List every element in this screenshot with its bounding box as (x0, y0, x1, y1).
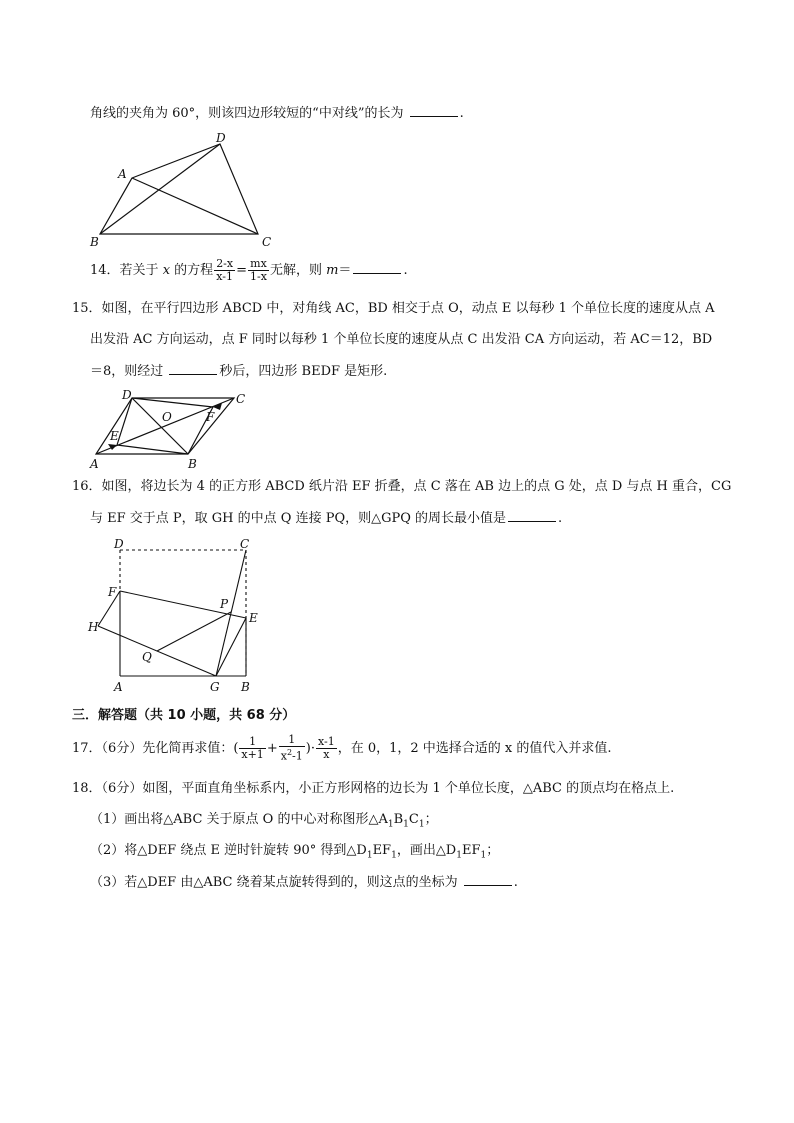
q14-fraction-1 (214, 258, 235, 283)
q18-sub-2 (90, 842, 499, 865)
fig15-label-c: C (236, 392, 246, 406)
q14-frac1-num: 2-x (216, 257, 234, 270)
q16-end: . (558, 511, 563, 526)
q16-answer-blank[interactable] (508, 509, 556, 522)
q15-line-1: 15．如图，在平行四边形 ABCD 中，对角线 AC，BD 相交于点 O，动点 E 以每秒 1 个单位长度的速度从点 A (72, 301, 715, 316)
q13-text-a: 角线的夹角为 60°，则该四边形较短的“中对线”的长为 (90, 106, 404, 121)
figure-15-parallelogram (86, 386, 256, 472)
q17-text (72, 734, 612, 763)
q17-f1-den: x+1 (241, 747, 264, 761)
fig15-label-f: F (206, 410, 215, 424)
q14-eq: = (236, 263, 248, 278)
fig16-label-h: H (88, 620, 99, 634)
q17-f2-den-sup: 2 (286, 748, 293, 757)
q18-sub1-d: ； (424, 812, 438, 827)
fig16-label-a: A (114, 680, 123, 694)
q17-close: ) (305, 740, 311, 756)
q18-sub1-c: C (408, 812, 419, 827)
fig16-label-d: D (114, 537, 124, 551)
q13-answer-blank[interactable] (410, 104, 458, 117)
q14-frac2-den: 1-x (250, 270, 267, 283)
q18-sub3-end: . (513, 875, 518, 890)
q17-prefix: 17．（6分）先化简再求值：( (72, 740, 239, 756)
q18-sub1-idx-c: 1 (418, 819, 425, 830)
fig15-label-d: D (122, 388, 132, 402)
q15-line-2: 出发沿 AC 方向运动，点 F 同时以每秒 1 个单位长度的速度从点 C 出发沿 CA 方向运动，若 AC＝12，BD (90, 332, 713, 347)
q14-text-c: 无解，则 (269, 263, 322, 278)
q14-num: 14．若关于 (90, 263, 159, 278)
q17-suffix: ，在 0，1，2 中选择合适的 x 的值代入并求值. (337, 740, 612, 756)
q17-dot: · (310, 740, 315, 756)
q18-sub-3 (90, 873, 518, 892)
fig16-label-e: E (249, 611, 258, 625)
q18-sub2-idx-a: 1 (366, 850, 373, 861)
fig16-label-b: B (241, 680, 250, 694)
q13-end: . (459, 106, 464, 121)
q14-end: . (403, 263, 408, 278)
q18-sub2-a: （2）将△DEF 绕点 E 逆时针旋转 90° 得到△D (90, 843, 367, 858)
fig16-label-f: F (108, 585, 117, 599)
q18-sub1-a: （1）画出将△ABC 关于原点 O 的中心对称图形△A (90, 812, 388, 827)
q15-line-3a: ＝8，则经过 (90, 364, 164, 379)
q14-fraction-2 (248, 258, 269, 283)
q18-sub2-c: ，画出△D (396, 843, 457, 858)
fig13-label-a: A (118, 167, 127, 181)
fig16-label-q: Q (142, 650, 152, 664)
q14-var-m: m (326, 263, 339, 278)
fig13-label-b: B (90, 235, 99, 249)
fig15-label-o: O (162, 410, 172, 424)
q14-frac2-num: mx (248, 258, 269, 271)
q13-text (90, 104, 464, 123)
q18-sub1-idx-b: 1 (403, 819, 409, 830)
q17-fraction-3 (316, 736, 337, 761)
q14-text-b: 的方程 (174, 263, 214, 278)
q18-sub2-idx-b: 1 (391, 850, 397, 861)
section-3-heading: 三．解答题（共 10 小题，共 68 分） (72, 708, 296, 723)
q15-line-3 (90, 362, 387, 381)
q17-f2-den-tail: -1 (292, 749, 303, 763)
q17-f3-num: x-1 (317, 734, 335, 748)
fig15-label-e: E (110, 429, 119, 443)
q18-answer-blank[interactable] (464, 873, 512, 886)
q18-sub2-idx-d: 1 (480, 850, 487, 861)
figure-13-quadrilateral (86, 128, 286, 250)
fig13-label-d: D (216, 131, 226, 145)
q15-answer-blank[interactable] (169, 362, 217, 375)
q14-var-x: x (162, 263, 171, 278)
q18-line-1: 18．（6分）如图，平面直角坐标系内，小正方形网格的边长为 1 个单位长度，△ABC 的顶点均在格点上. (72, 781, 675, 796)
q17-fraction-2 (279, 734, 305, 763)
q17-f3-den: x (323, 747, 330, 761)
q18-sub2-e: ； (486, 843, 500, 858)
q17-f2-num: 1 (279, 734, 305, 747)
q14-frac1-den: x-1 (216, 270, 234, 283)
q16-line-1: 16．如图，将边长为 4 的正方形 ABCD 纸片沿 EF 折叠，点 C 落在 AB 边上的点 G 处，点 D 与点 H 重合，CG (72, 479, 732, 494)
q18-sub2-d: EF (461, 843, 481, 858)
q18-sub2-b: EF (372, 843, 392, 858)
q16-line-2 (90, 509, 562, 528)
q17-f1-num: 1 (239, 736, 265, 749)
q17-plus: + (266, 740, 278, 756)
q17-f2-den-base: x (280, 749, 287, 763)
figure-16-folded-square (86, 534, 272, 696)
q14-answer-blank[interactable] (353, 261, 401, 274)
q18-sub2-idx-c: 1 (456, 850, 462, 861)
q18-sub-1 (90, 811, 438, 834)
fig16-label-g: G (210, 680, 220, 694)
fig15-label-b: B (188, 457, 197, 471)
q16-line-2a: 与 EF 交于点 P，取 GH 的中点 Q 连接 PQ，则△GPQ 的周长最小值是 (90, 511, 507, 526)
fig16-label-p: P (220, 597, 229, 611)
q15-line-3b: 秒后，四边形 BEDF 是矩形. (219, 364, 388, 379)
q18-sub1-idx-a: 1 (387, 819, 394, 830)
q14-text (90, 258, 408, 284)
q17-f2-den (279, 747, 305, 763)
q17-fraction-1 (239, 736, 265, 761)
fig15-label-a: A (90, 457, 99, 471)
fig16-label-c: C (240, 537, 250, 551)
q18-sub1-b: B (393, 812, 404, 827)
q14-text-d: ＝ (338, 263, 352, 278)
fig13-label-c: C (262, 235, 272, 249)
q18-sub3-a: （3）若△DEF 由△ABC 绕着某点旋转得到的，则这点的坐标为 (90, 875, 458, 890)
